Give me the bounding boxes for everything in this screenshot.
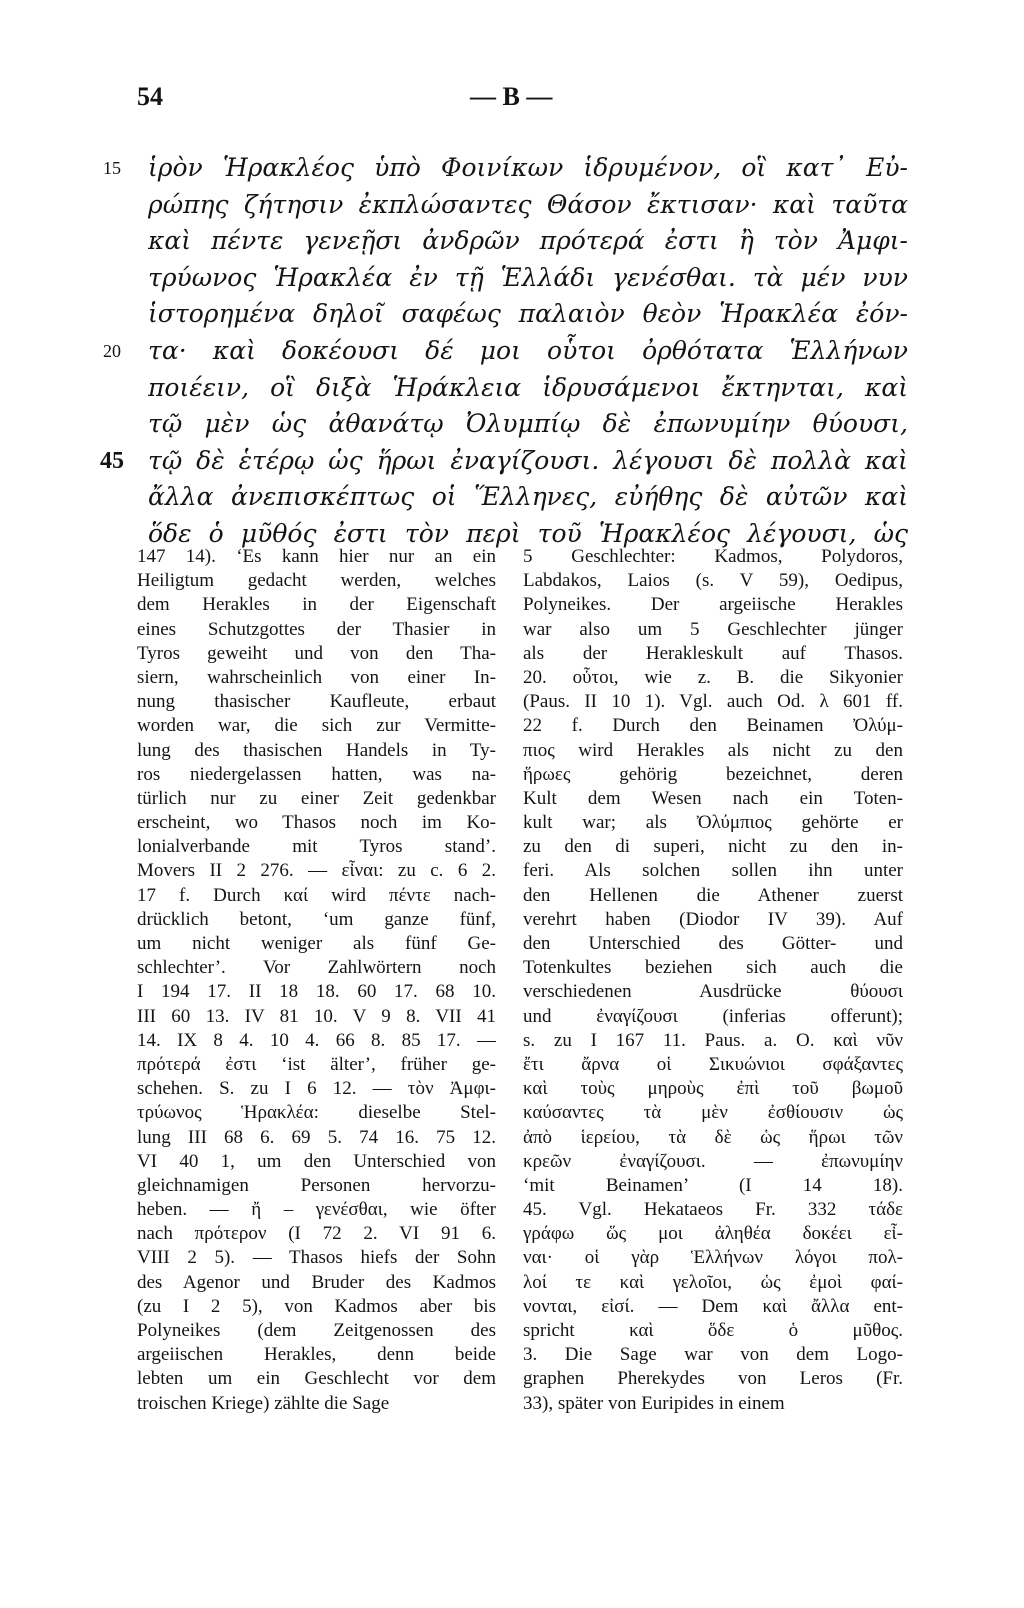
commentary-line: heben. — ἤ – γενέσθαι, wie öfter <box>137 1199 496 1221</box>
commentary-line: feri. Als solchen sollen ihn unter <box>523 860 903 882</box>
commentary-line: s. zu I 167 11. Paus. a. O. καὶ νῦν <box>523 1029 903 1051</box>
greek-text-line: ρώπης ζήτησιν ἐκπλώσαντες Θάσον ἔκτισαν· καὶ ταῦτα <box>148 189 908 219</box>
commentary-line: gleichnamigen Personen hervorzu- <box>137 1174 496 1196</box>
commentary-line: Totenkultes beziehen sich auch die <box>523 957 903 979</box>
commentary-line: νονται, εἰσί. — Dem καὶ ἄλλα ent- <box>523 1295 903 1317</box>
greek-text-line: ἱρὸν Ἡρακλέος ὑπὸ Φοινίκων ἱδρυμένον, οἳ κατ᾽ Εὐ- <box>148 153 908 182</box>
commentary-line: dem Herakles in der Eigenschaft <box>137 594 496 616</box>
greek-text-line: ἱστορημένα δηλοῖ σαφέως παλαιὸν θεὸν Ἡρακλέα ἐόν- <box>148 299 908 329</box>
commentary-line: lung III 68 6. 69 5. 74 16. 75 12. <box>137 1126 496 1148</box>
commentary-line: 45. Vgl. Hekataeos Fr. 332 τάδε <box>523 1199 903 1221</box>
commentary-line: troischen Kriege) zählte die Sage <box>137 1392 390 1414</box>
commentary-line: Polyneikes (dem Zeitgenossen des <box>137 1320 496 1341</box>
commentary-line: πρότερά ἐστι ‘ist älter’, früher ge- <box>137 1053 496 1075</box>
commentary-line: nung thasischer Kaufleute, erbaut <box>137 691 496 713</box>
commentary-line: spricht καὶ ὅδε ὁ μῦθος. <box>523 1320 903 1341</box>
commentary-line: Tyros geweiht und von den Tha- <box>137 642 496 664</box>
commentary-line: ναι· οἱ γὰρ Ἑλλήνων λόγοι πολ- <box>523 1247 903 1269</box>
commentary-line: siern, wahrscheinlich von einer In- <box>137 666 496 688</box>
commentary-line: ἥρωες gehörig bezeichnet, deren <box>523 763 903 785</box>
commentary-line: λοί τε καὶ γελοῖοι, ὡς ἐμοὶ φαί- <box>523 1271 903 1293</box>
commentary-line: lung des thasischen Handels in Ty- <box>137 739 496 761</box>
greek-text-line: καὶ πέντε γενεῇσι ἀνδρῶν πρότερά ἐστι ἢ τὸν Ἀμφι- <box>148 226 908 256</box>
commentary-line: Movers II 2 276. — εἶναι: zu c. 6 2. <box>137 860 496 882</box>
greek-text-line: τῷ δὲ ἑτέρῳ ὡς ἥρωι ἐναγίζουσι. λέγουσι δὲ πολλὰ καὶ <box>148 445 908 475</box>
commentary-line: VI 40 1, um den Unterschied von <box>137 1150 496 1172</box>
commentary-line: lebten um ein Geschlecht vor dem <box>137 1368 496 1390</box>
commentary-line: 17 f. Durch καί wird πέντε nach- <box>137 884 496 906</box>
commentary-line: (zu I 2 5), von Kadmos aber bis <box>137 1295 496 1317</box>
commentary-line: verehrt haben (Diodor IV 39). Auf <box>523 908 903 930</box>
commentary-line: argeiischen Herakles, denn beide <box>137 1344 496 1366</box>
commentary-line: schlechter’. Vor Zahlwörtern noch <box>137 957 496 979</box>
commentary-line: VIII 2 5). — Thasos hiefs der Sohn <box>137 1247 496 1269</box>
greek-text-line: τῷ μὲν ὡς ἀθανάτῳ Ὀλυμπίῳ δὲ ἐπωνυμίην θύουσι, <box>148 409 908 439</box>
commentary-line: (Paus. II 10 1). Vgl. auch Od. λ 601 ff. <box>523 691 903 713</box>
greek-text-line: ἄλλα ἀνεπισκέπτως οἱ Ἕλληνες, εὐήθης δὲ αὐτῶν καὶ <box>148 482 908 512</box>
commentary-line: schehen. S. zu I 6 12. — τὸν Ἀμφι- <box>137 1078 496 1100</box>
chapter-number: 45 <box>100 447 124 474</box>
commentary-line: γράφω ὥς μοι ἀληθέα δοκέει εἶ- <box>523 1223 903 1245</box>
commentary-line: als der Herakleskult auf Thasos. <box>523 642 903 664</box>
commentary-line: 22 f. Durch den Beinamen Ὀλύμ- <box>523 715 903 737</box>
commentary-line: verschiedenen Ausdrücke θύουσι <box>523 981 903 1003</box>
commentary-line: Labdakos, Laios (s. V 59), Oedipus, <box>523 570 903 592</box>
page-number: 54 <box>137 82 163 111</box>
commentary-line: καὶ τοὺς μηροὺς ἐπὶ τοῦ βωμοῦ <box>523 1078 903 1100</box>
commentary-line: 3. Die Sage war von dem Logo- <box>523 1344 903 1366</box>
commentary-line: 20. οὗτοι, wie z. B. die Sikyonier <box>523 666 903 688</box>
commentary-line: 147 14). ‘Es kann hier nur an ein <box>137 546 496 567</box>
running-head: — B — <box>470 82 553 111</box>
commentary-line: 5 Geschlechter: Kadmos, Polydoros, <box>523 546 903 567</box>
commentary-line: I 194 17. II 18 18. 60 17. 68 10. <box>137 981 496 1003</box>
greek-text-line: τρύωνος Ἡρακλέα ἐν τῇ Ἑλλάδι γενέσθαι. τὰ μέν νυν <box>148 262 908 292</box>
commentary-line: worden war, die sich zur Vermitte- <box>137 715 496 737</box>
commentary-line: des Agenor und Bruder des Kadmos <box>137 1271 496 1293</box>
commentary-line: eines Schutzgottes der Thasier in <box>137 618 496 640</box>
commentary-line: πιος wird Herakles als nicht zu den <box>523 739 903 761</box>
greek-text-line: τα· καὶ δοκέουσι δέ μοι οὗτοι ὀρθότατα Ἑλλήνων <box>148 336 908 365</box>
commentary-line: war also um 5 Geschlechter jünger <box>523 618 903 640</box>
commentary-line: den Unterschied des Götter- und <box>523 933 903 954</box>
commentary-line: ἔτι ἄρνα οἱ Σικυώνιοι σφάξαντες <box>523 1053 903 1075</box>
commentary-line: τρύωνος Ἡρακλέα: dieselbe Stel- <box>137 1102 496 1124</box>
commentary-line: um nicht weniger als fünf Ge- <box>137 933 496 954</box>
commentary-line: nach πρότερον (I 72 2. VI 91 6. <box>137 1223 496 1245</box>
commentary-line: Heiligtum gedacht werden, welches <box>137 570 496 592</box>
commentary-line: und ἐναγίζουσι (inferias offerunt); <box>523 1005 903 1027</box>
commentary-line: kult war; als Ὀλύμπιος gehörte er <box>523 812 903 834</box>
commentary-line: zu den di superi, nicht zu den in- <box>523 836 903 858</box>
greek-text-line: ὅδε ὁ μῦθός ἐστι τὸν περὶ τοῦ Ἡρακλέος λέγουσι, ὡς <box>148 519 908 548</box>
commentary-line: 33), später von Euripides in einem <box>523 1392 785 1414</box>
commentary-right-column <box>523 545 903 1416</box>
commentary-line: κρεῶν ἐναγίζουσι. — ἐπωνυμίην <box>523 1150 903 1172</box>
commentary-line: καύσαντες τὰ μὲν ἐσθίουσιν ὡς <box>523 1102 903 1124</box>
commentary-line: den Hellenen die Athener zuerst <box>523 884 903 906</box>
line-number: 20 <box>103 341 121 361</box>
commentary-line: lonialverbande mit Tyros stand’. <box>137 836 496 858</box>
commentary-line: graphen Pherekydes von Leros (Fr. <box>523 1368 903 1390</box>
line-number: 15 <box>103 158 121 178</box>
commentary-line: drücklich betont, ‘um ganze fünf, <box>137 908 496 930</box>
greek-text-line: ποιέειν, οἳ διξὰ Ἡράκλεια ἱδρυσάμενοι ἔκτηνται, καὶ <box>148 372 908 402</box>
commentary-line: erscheint, wo Thasos noch im Ko- <box>137 812 496 834</box>
commentary-line: 14. IX 8 4. 10 4. 66 8. 85 17. — <box>137 1029 496 1051</box>
commentary-left-column <box>137 545 496 1416</box>
commentary-line: III 60 13. IV 81 10. V 9 8. VII 41 <box>137 1005 496 1027</box>
commentary-line: ‘mit Beinamen’ (I 14 18). <box>523 1174 903 1196</box>
commentary-line: Polyneikes. Der argeiische Herakles <box>523 594 903 616</box>
commentary-line: türlich nur zu einer Zeit gedenkbar <box>137 787 496 809</box>
commentary-line: ἀπὸ ἱερείου, τὰ δὲ ὡς ἥρωι τῶν <box>523 1126 903 1148</box>
commentary-line: Kult dem Wesen nach ein Toten- <box>523 787 903 809</box>
commentary-line: ros niedergelassen hatten, was na- <box>137 763 496 785</box>
